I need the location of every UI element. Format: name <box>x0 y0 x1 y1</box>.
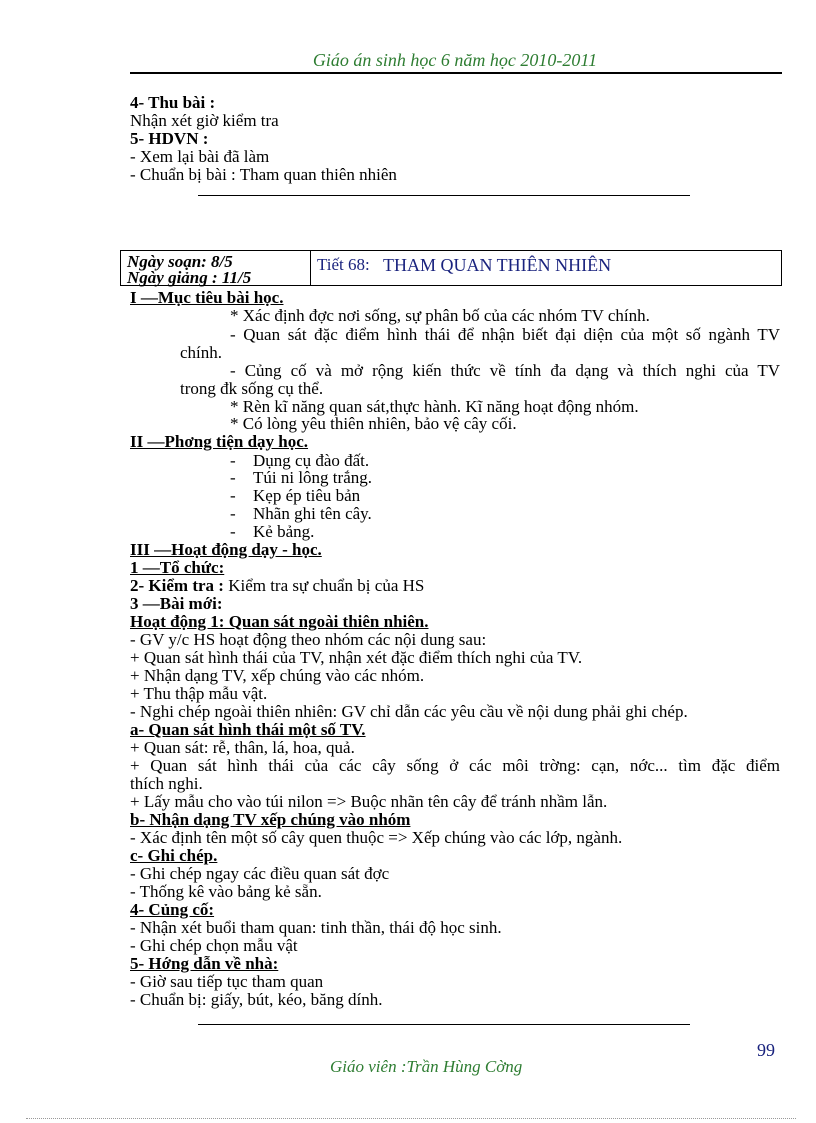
objective-3-line-b: trong đk sống cụ thể. <box>180 379 324 398</box>
hdvn-item-1: - Xem lại bài đã làm <box>130 147 270 166</box>
part-a-line-3: + Lấy mẫu cho vào túi nilon => Buộc nhãn tên cây để tránh nhầm lẫn. <box>130 792 608 811</box>
part-c-line-2: - Thống kê vào bảng kẻ sẵn. <box>130 882 322 901</box>
huong-dan-line-1: - Giờ sau tiếp tục tham quan <box>130 972 324 991</box>
thu-bai-heading: 4- Thu bài : <box>130 93 216 112</box>
cung-co-heading: 4- Củng cố: <box>130 900 215 919</box>
kiem-tra-line <box>130 577 424 595</box>
part-b-heading: b- Nhận dạng TV xếp chúng vào nhóm <box>130 810 411 829</box>
material-dash: - <box>230 451 236 470</box>
hdvn-item-2: - Chuẩn bị bài : Tham quan thiên nhiên <box>130 165 397 184</box>
header-rule <box>130 72 782 74</box>
lesson-header-table <box>120 250 782 286</box>
activity-1-line-2: + Quan sát hình thái của TV, nhận xét đặc điểm thích nghi của TV. <box>130 648 583 667</box>
section-1-heading: I —Mục tiêu bài học. <box>130 288 284 307</box>
huong-dan-line-2: - Chuẩn bị: giấy, bút, kéo, băng dính. <box>130 990 383 1009</box>
activity-1-line-1: - GV y/c HS hoạt động theo nhóm các nội dung sau: <box>130 630 487 649</box>
page-bottom-dotted-rule <box>26 1118 796 1119</box>
kiem-tra-label: 2- Kiểm tra : <box>130 576 224 595</box>
table-divider <box>310 251 311 285</box>
material-item: Kẻ bảng. <box>253 522 315 541</box>
footer-teacher: Giáo viên :Trần Hùng Cờng <box>330 1057 523 1076</box>
material-item: Kẹp ép tiêu bản <box>253 486 361 505</box>
cung-co-line-1: - Nhận xét buổi tham quan: tinh thần, thái độ học sinh. <box>130 918 502 937</box>
activity-1-line-5: - Nghi chép ngoài thiên nhiên: GV chỉ dẫn các yêu cầu về nội dung phải ghi chép. <box>130 702 688 721</box>
cung-co-line-2: - Ghi chép chọn mẫu vật <box>130 936 298 955</box>
thu-bai-text: Nhận xét giờ kiểm tra <box>130 111 279 130</box>
bai-moi: 3 —Bài mới: <box>130 594 223 613</box>
activity-1-line-4: + Thu thập mẫu vật. <box>130 684 268 703</box>
ngay-giang: Ngày giảng : 11/5 <box>127 268 252 287</box>
section-3-heading: III —Hoạt động dạy - học. <box>130 540 322 559</box>
objective-2-line-a: - Quan sát đặc điểm hình thái để nhận biết đại diện của một số ngành TV <box>230 326 780 344</box>
page-number: 99 <box>757 1040 775 1060</box>
part-c-heading: c- Ghi chép. <box>130 846 218 865</box>
kiem-tra-text: Kiểm tra sự chuẩn bị của HS <box>223 576 425 595</box>
objective-3-line-a: - Củng cố và mở rộng kiến thức về tính đa dạng và thích nghi của TV <box>230 362 780 380</box>
tiet-label: Tiết 68: <box>317 255 370 274</box>
material-dash: - <box>230 522 236 541</box>
objective-1: * Xác định đợc nơi sống, sự phân bố của các nhóm TV chính. <box>230 306 650 325</box>
objective-5: * Có lòng yêu thiên nhiên, bảo vệ cây cối. <box>230 414 517 433</box>
hdvn-heading: 5- HDVN : <box>130 129 209 148</box>
part-a-line-1: + Quan sát: rễ, thân, lá, hoa, quả. <box>130 738 355 757</box>
part-b-line-1: - Xác định tên một số cây quen thuộc => Xếp chúng vào các lớp, ngành. <box>130 828 623 847</box>
lesson-title: THAM QUAN THIÊN NHIÊN <box>383 255 612 275</box>
section-2-heading: II —Phơng tiện dạy học. <box>130 432 309 451</box>
objective-2-line-b: chính. <box>180 343 223 362</box>
activity-1-line-3: + Nhận dạng TV, xếp chúng vào các nhóm. <box>130 666 425 685</box>
activity-1-heading: Hoạt động 1: Quan sát ngoài thiên nhiên. <box>130 612 429 631</box>
separator-bottom <box>198 1024 690 1025</box>
objective-4: * Rèn kĩ năng quan sát,thực hành. Kĩ năng hoạt động nhóm. <box>230 397 639 416</box>
ngay-soan: Ngày soạn: 8/5 <box>127 252 233 271</box>
separator-top <box>198 195 690 196</box>
material-dash: - <box>230 504 236 523</box>
huong-dan-heading: 5- Hớng dẫn về nhà: <box>130 954 279 973</box>
material-item: Nhãn ghi tên cây. <box>253 504 372 523</box>
part-a-line-2b: thích nghi. <box>130 774 203 793</box>
page-header-title: Giáo án sinh học 6 năm học 2010-2011 <box>312 50 598 70</box>
material-dash: - <box>230 468 236 487</box>
material-item: Dụng cụ đào đất. <box>253 451 370 470</box>
to-chuc: 1 —Tổ chức: <box>130 558 225 577</box>
part-a-line-2a: + Quan sát hình thái của các cây sống ở các môi trờng: cạn, nớc... tìm đặc điểm <box>130 757 780 775</box>
part-a-heading: a- Quan sát hình thái một số TV. <box>130 720 366 739</box>
material-dash: - <box>230 486 236 505</box>
part-c-line-1: - Ghi chép ngay các điều quan sát đợc <box>130 864 390 883</box>
material-item: Túi ni lông trắng. <box>253 468 372 487</box>
